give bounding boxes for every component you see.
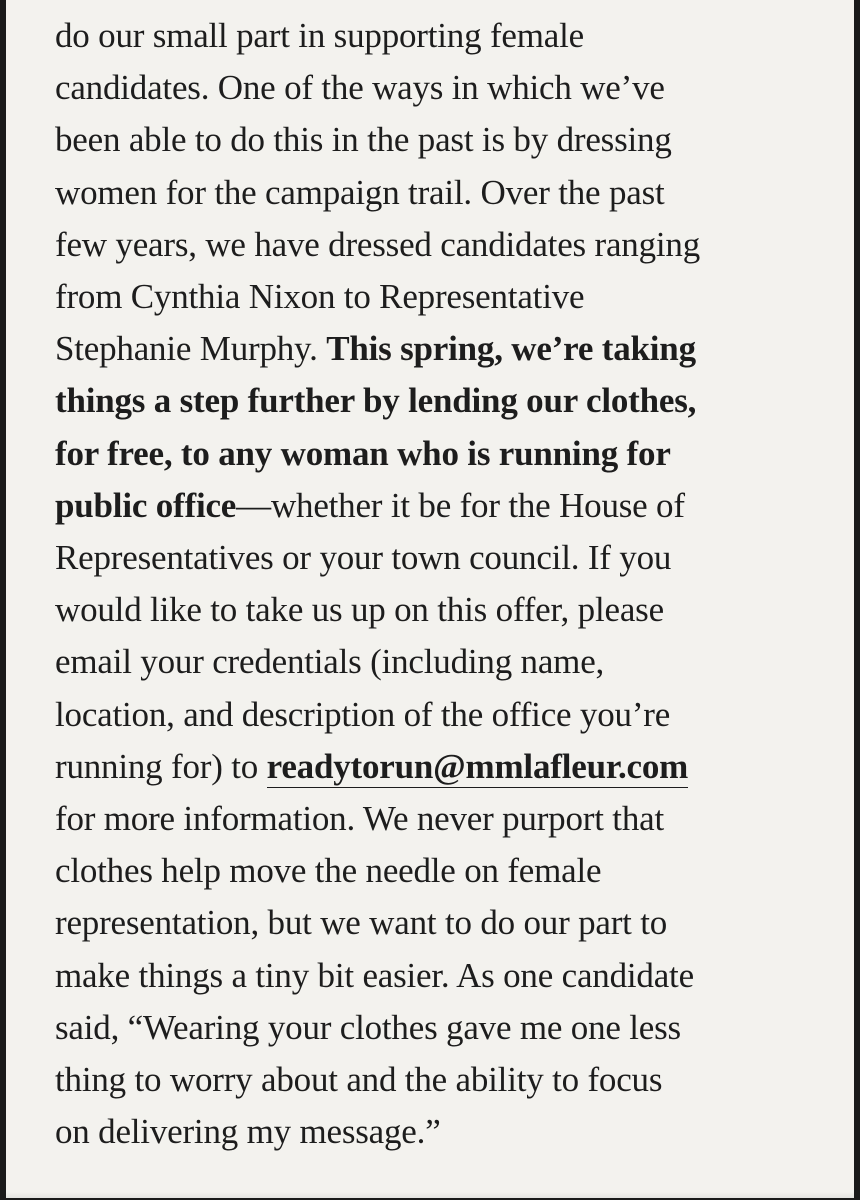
text-line: email your credentials (including name,: [55, 642, 605, 682]
text-line-mixed: [55, 741, 835, 793]
text-line: candidates. One of the ways in which we’ve: [55, 68, 665, 108]
bold-highlight-text: This spring, we’re taking: [326, 329, 696, 369]
document-page: [6, 0, 854, 1198]
article-paragraph: [55, 10, 835, 1158]
text-line: few years, we have dressed candidates ranging: [55, 224, 701, 264]
email-link[interactable]: readytorun@mmlafleur.com: [266, 746, 689, 786]
text-line: women for the campaign trail. Over the past: [55, 172, 665, 212]
text-line: location, and description of the office you’re: [55, 694, 671, 734]
text-line: clothes help move the needle on female: [55, 851, 602, 891]
text-line: said, “Wearing your clothes gave me one less: [55, 1007, 681, 1047]
text-line: do our small part in supporting female: [55, 16, 584, 55]
text-line: from Cynthia Nixon to Representative: [55, 277, 585, 317]
regular-text: Stephanie Murphy.: [55, 329, 318, 369]
text-line: would like to take us up on this offer, please: [55, 590, 664, 630]
text-line-mixed: [55, 323, 835, 375]
bold-highlight-text: public office: [55, 485, 237, 525]
bold-text-line: things a step further by lending our clothes,: [55, 381, 697, 421]
text-line: been able to do this in the past is by dressing: [55, 120, 672, 160]
text-line: on delivering my message.”: [55, 1112, 441, 1152]
text-line: representation, but we want to do our part to: [55, 903, 668, 943]
text-line: thing to worry about and the ability to focus: [55, 1060, 663, 1100]
text-line: for more information. We never purport that: [55, 799, 664, 839]
text-line: Representatives or your town council. If you: [55, 538, 672, 578]
text-line-mixed: [55, 480, 835, 532]
bold-text-line: for free, to any woman who is running for: [55, 433, 671, 473]
regular-text: —whether it be for the House of: [236, 485, 685, 525]
text-line: make things a tiny bit easier. As one candidate: [55, 955, 694, 995]
regular-text: running for) to: [55, 746, 259, 786]
